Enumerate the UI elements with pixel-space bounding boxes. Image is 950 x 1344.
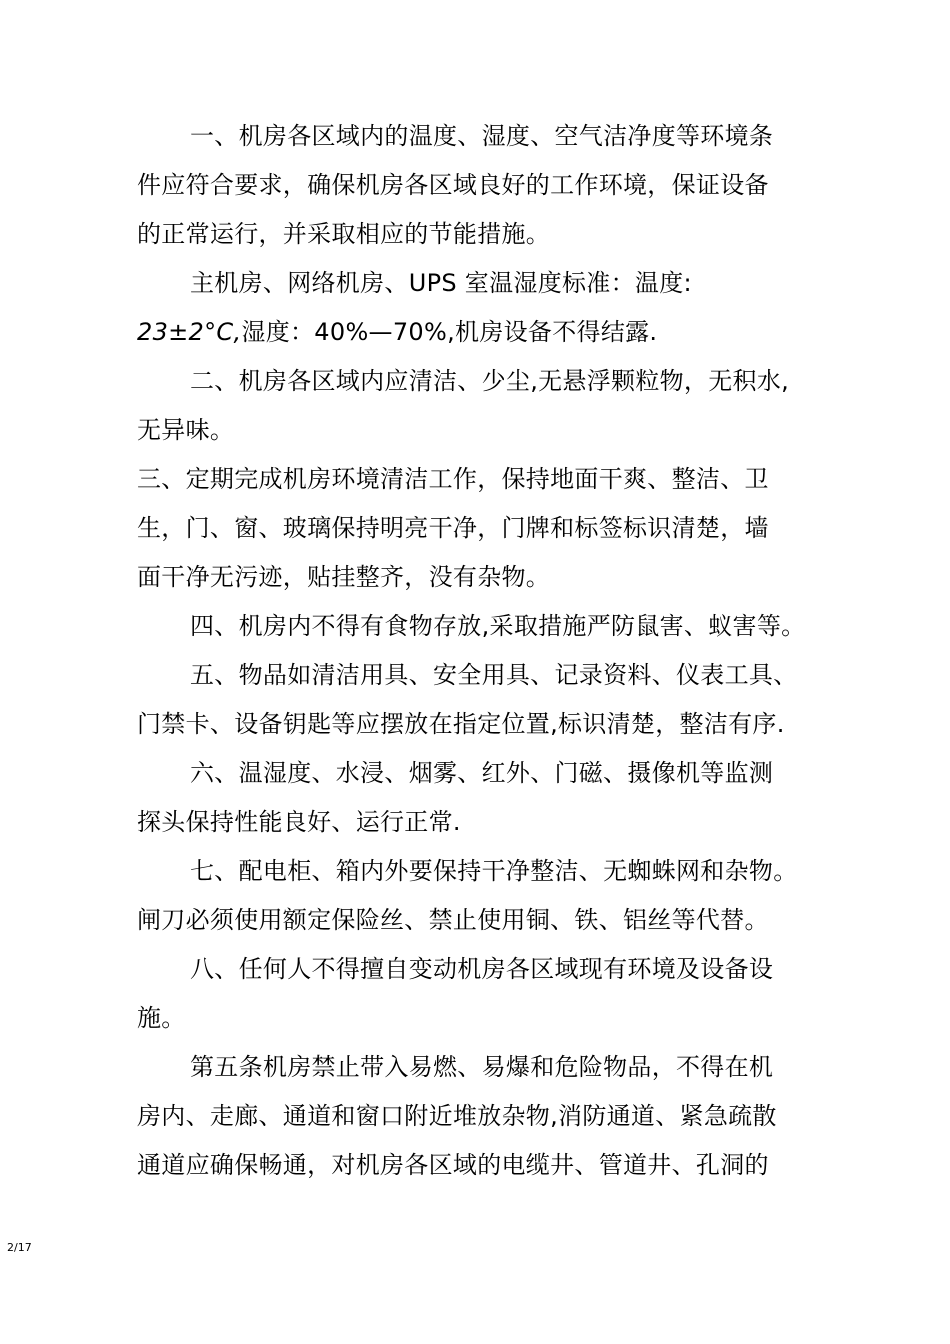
text-line: 第五条机房禁止带入易燃、易爆和危险物品，不得在机 [190,1053,774,1081]
text-line: 二、机房各区域内应清洁、少尘,无悬浮颗粒物，无积水, [190,367,790,395]
text-line: 面干净无污迹，贴挂整齐，没有杂物。 [137,563,551,591]
text-line: 通道应确保畅通，对机房各区域的电缆井、管道井、孔洞的 [137,1151,769,1179]
text-line: 主机房、网络机房、UPS 室温湿度标准：温度: [190,269,692,297]
text-line: 探头保持性能良好、运行正常. [137,808,461,836]
temperature-value: 23±2°C, [137,318,242,346]
page-number: 2/17 [7,1241,32,1254]
text-line: 七、配电柜、箱内外要保持干净整洁、无蜘蛛网和杂物。 [190,857,798,885]
text-line: 的正常运行，并采取相应的节能措施。 [137,220,551,248]
text-line: 房内、走廊、通道和窗口附近堆放杂物,消防通道、紧急疏散 [137,1102,777,1130]
text-line: 三、定期完成机房环境清洁工作，保持地面干爽、整洁、卫 [137,465,769,493]
text-line: 六、温湿度、水浸、烟雾、红外、门磁、摄像机等监测 [190,759,774,787]
text-line: 生，门、窗、玻璃保持明亮干净，门牌和标签标识清楚，墙 [137,514,769,542]
text-line: 一、机房各区域内的温度、湿度、空气洁净度等环境条 [190,122,774,150]
document-body [137,112,827,1190]
text-line: 五、物品如清洁用具、安全用具、记录资料、仪表工具、 [190,661,798,689]
text-line: 无异味。 [137,416,235,444]
text-line: 施。 [137,1004,186,1032]
humidity-text: 湿度：40%—70%,机房设备不得结露. [241,318,658,346]
text-line: 四、机房内不得有食物存放,采取措施严防鼠害、蚁害等。 [190,612,806,640]
text-line [137,308,827,357]
text-line: 八、任何人不得擅自变动机房各区域现有环境及设备设 [190,955,774,983]
text-line: 件应符合要求，确保机房各区域良好的工作环境，保证设备 [137,171,769,199]
text-line: 门禁卡、设备钥匙等应摆放在指定位置,标识清楚，整洁有序. [137,710,785,738]
text-line: 闸刀必须使用额定保险丝、禁止使用铜、铁、铝丝等代替。 [137,906,769,934]
